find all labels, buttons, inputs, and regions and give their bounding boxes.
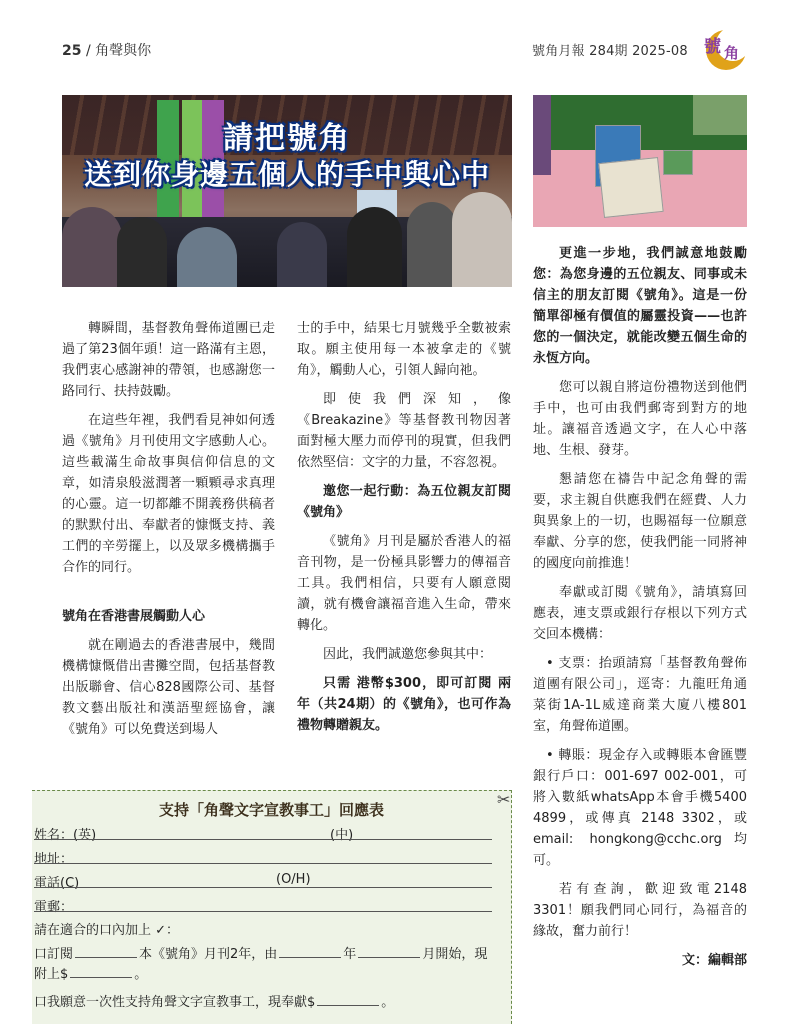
start-month-field[interactable] <box>358 946 420 958</box>
section-heading: 號角在香港書展觸動人心 <box>62 609 206 624</box>
author-credit: 文：編輯部 <box>681 953 747 968</box>
paragraph: 士的手中，結果七月號幾乎全數被索取。願主使用每一本被拿走的《號角》，觸動人心，引領人歸向祂。 <box>297 321 511 378</box>
paragraph: 奉獻或訂閱《號角》，請填寫回應表，連支票或銀行存根以下列方式交回本機構： <box>533 585 747 642</box>
phone-office-label: (O/H) <box>276 872 311 887</box>
form-instruction: 請在適合的口內加上 ✓： <box>34 923 180 938</box>
email-label: 電郵： <box>34 900 74 915</box>
amount-field[interactable] <box>70 966 132 978</box>
address-label: 地址： <box>34 852 74 867</box>
booth-photo <box>533 95 747 227</box>
address-field[interactable] <box>34 863 492 864</box>
paragraph-emphasis: 只需 港幣$300，即可訂閱 兩年（共24期）的《號角》，也可作為禮物轉贈親友。 <box>297 676 511 733</box>
paragraph: 就在剛過去的香港書展中，幾間機構慷慨借出書攤空間，包括基督教出版聯會、信心828國際公司、基督教文藝出版社和漢語聖經協會，讓《號角》可以免費送到場人 <box>62 638 275 737</box>
paragraph-emphasis: 更進一步地，我們誠意地鼓勵您：為您身邊的五位親友、同事或未信主的朋友訂閱《號角》。這是一份簡單卻極有價值的屬靈投資——也許您的一個決定，就能改變五個生命的永恆方向。 <box>533 246 747 366</box>
hero-title-line2: 送到你身邊五個人的手中與心中 <box>83 158 490 191</box>
donation-option[interactable]: 口我願意一次性支持角聲文字宣教事工，現奉獻$ 。 <box>34 995 395 1010</box>
email-field[interactable] <box>34 911 492 912</box>
paragraph: 《號角》月刊是屬於香港人的福音刊物，是一份極具影響力的傳福音工具。我們相信，只要有人願意閱讀，就有機會讓福音進入生命，帶來轉化。 <box>297 534 511 633</box>
section-name: 角聲與你 <box>95 43 152 59</box>
subscription-option[interactable]: 口訂閱 本《號角》月刊2年，由 年 月開始，現 附上$ 。 <box>34 947 488 982</box>
list-item: • 轉賬：現金存入或轉賬本會匯豐銀行戶口：001-697 002-001，可將入數紙whatsApp本會手機5400 4899，或傳真 2148 3302，或email: hongkong@cchc.org均可。 <box>533 748 747 868</box>
phone-field[interactable] <box>34 887 492 888</box>
paragraph: 懇請您在禱告中記念角聲的需要，求主親自供應我們在經費、人力與異象上的一切，也賜福每一位願意奉獻、分享的您，使我們能一同將神的國度向前推進！ <box>533 472 747 571</box>
name-field[interactable] <box>34 839 492 840</box>
paragraph: 因此，我們誠邀您參與其中： <box>323 647 493 662</box>
phone-label: 電話(C) <box>34 876 80 891</box>
name-en-label: 姓名：(英) <box>34 828 97 843</box>
hero-title-line1: 請把號角 <box>223 121 351 156</box>
name-zh-label: (中) <box>330 828 354 843</box>
list-item: • 支票：抬頭請寫「基督教角聲佈道團有限公司」，逕寄：九龍旺角通菜街1A-1L威達商業大廈八樓801室，角聲佈道團。 <box>533 656 747 734</box>
svg-text:角: 角 <box>724 44 740 62</box>
article-column-3 <box>533 243 747 971</box>
hero-image-book-fair <box>62 95 512 287</box>
paragraph: 在這些年裡，我們看見神如何透過《號角》月刊使用文字感動人心。這些載滿生命故事與信仰信息的文章，如清泉般滋潤著一顆顆尋求真理的心靈。這一切都離不開義務供稿者的默默付出、奉獻者的慷慨支持、義工們的辛勞擺上，以及眾多機構攜手合作的同行。 <box>62 413 275 575</box>
issue-info: 號角月報 284期 2025-08 <box>532 44 688 59</box>
donation-checkbox-label: 口我願意一次性支持角聲文字宣教事工，現奉獻$ <box>34 995 316 1010</box>
page-number: 25 <box>62 43 82 59</box>
page-header-left <box>62 40 151 60</box>
paragraph: 您可以親自將這份禮物送到他們手中，也可由我們郵寄到對方的地址。讓福音透過文字，在人心中落地、生根、發芽。 <box>533 380 747 458</box>
article-column-1 <box>62 318 275 748</box>
paragraph: 轉瞬間，基督教角聲佈道團已走過了第23個年頭！這一路滿有主恩，我們衷心感謝神的帶領，也感謝您一路同行、扶持鼓勵。 <box>62 321 275 399</box>
scissors-icon: ✂ <box>497 790 511 809</box>
subscribe-checkbox-label: 口訂閱 <box>34 947 74 962</box>
response-form <box>32 790 512 1024</box>
magazine-logo <box>700 22 750 72</box>
paragraph: 即使我們深知，像《Breakazine》等基督教刊物因著面對極大壓力而停刊的現實，但我們依然堅信：文字的力量，不容忽視。 <box>297 392 511 470</box>
paragraph: 若有查詢，歡迎致電2148 3301！願我們同心同行，為福音的緣故，奮力前行！ <box>533 882 747 939</box>
article-column-2 <box>297 318 511 744</box>
header-separator: / <box>85 43 91 59</box>
start-year-field[interactable] <box>279 946 341 958</box>
donation-amount-field[interactable] <box>317 994 379 1006</box>
form-title: 支持「角聲文字宣教事工」回應表 <box>158 801 384 819</box>
svg-text:號: 號 <box>704 37 721 57</box>
section-heading: 邀您一起行動：為五位親友訂閱《號角》 <box>297 484 511 520</box>
copies-field[interactable] <box>75 946 137 958</box>
